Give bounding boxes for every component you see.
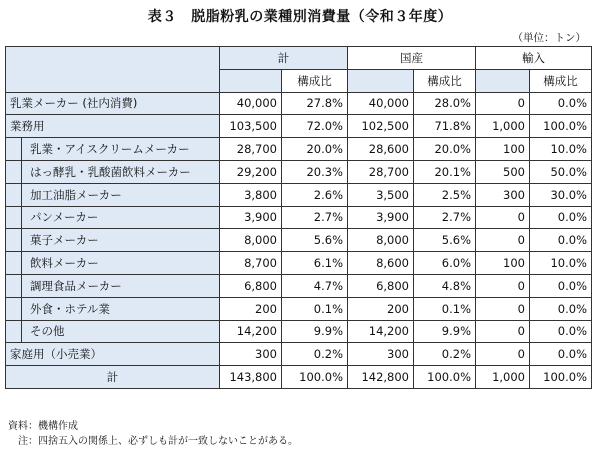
cell-total: 14,200 (220, 320, 282, 343)
table-row (6, 160, 592, 183)
footnote: 注：四捨五入の関係上、必ずしも計が一致しないことがある。 (8, 435, 298, 447)
cell-imported: 0 (476, 274, 530, 297)
row-label: 加工油脂メーカー (22, 183, 220, 206)
indent-cell (6, 183, 22, 206)
cell-total-ratio: 2.7% (282, 206, 348, 229)
cell-imported-ratio: 10.0% (530, 252, 592, 275)
cell-total-ratio: 27.8% (282, 92, 348, 115)
table-row (6, 206, 592, 229)
header-imported-blank (476, 69, 530, 92)
cell-domestic: 6,800 (348, 274, 414, 297)
header-row-1 (6, 47, 592, 70)
cell-imported: 0 (476, 297, 530, 320)
cell-domestic-ratio: 0.1% (414, 297, 476, 320)
cell-domestic: 28,600 (348, 138, 414, 161)
cell-total: 8,700 (220, 252, 282, 275)
cell-total: 28,700 (220, 138, 282, 161)
header-total-blank (220, 69, 282, 92)
cell-domestic: 40,000 (348, 92, 414, 115)
indent-cell (6, 160, 22, 183)
row-label: 乳業・アイスクリームメーカー (22, 138, 220, 161)
cell-imported-ratio: 50.0% (530, 160, 592, 183)
header-imported: 輸入 (476, 47, 592, 70)
indent-cell (6, 297, 22, 320)
cell-imported: 0 (476, 92, 530, 115)
row-label: 家庭用（小売業） (6, 343, 220, 366)
cell-imported-ratio: 100.0% (530, 366, 592, 389)
cell-domestic-ratio: 6.0% (414, 252, 476, 275)
cell-total-ratio: 20.3% (282, 160, 348, 183)
row-label: その他 (22, 320, 220, 343)
table-row (6, 274, 592, 297)
cell-imported: 500 (476, 160, 530, 183)
cell-domestic-ratio: 2.7% (414, 206, 476, 229)
cell-total-ratio: 20.0% (282, 138, 348, 161)
cell-total: 103,500 (220, 115, 282, 138)
row-label: 調理食品メーカー (22, 274, 220, 297)
cell-total-ratio: 5.6% (282, 229, 348, 252)
unit-label: （単位：トン） (512, 32, 586, 44)
row-label: 計 (6, 366, 220, 389)
cell-imported: 0 (476, 343, 530, 366)
table-row (6, 229, 592, 252)
cell-domestic-ratio: 71.8% (414, 115, 476, 138)
cell-total-ratio: 2.6% (282, 183, 348, 206)
cell-domestic: 200 (348, 297, 414, 320)
row-label: 菓子メーカー (22, 229, 220, 252)
source-note: 資料：機構作成 (8, 421, 78, 432)
cell-domestic: 28,700 (348, 160, 414, 183)
cell-domestic-ratio: 28.0% (414, 92, 476, 115)
cell-domestic-ratio: 4.8% (414, 274, 476, 297)
cell-domestic-ratio: 20.1% (414, 160, 476, 183)
cell-total: 40,000 (220, 92, 282, 115)
indent-cell (6, 206, 22, 229)
cell-imported-ratio: 100.0% (530, 115, 592, 138)
cell-total-ratio: 6.1% (282, 252, 348, 275)
table-row (6, 297, 592, 320)
cell-total: 6,800 (220, 274, 282, 297)
cell-imported: 1,000 (476, 366, 530, 389)
cell-domestic-ratio: 9.9% (414, 320, 476, 343)
cell-imported-ratio: 0.0% (530, 343, 592, 366)
cell-domestic: 3,500 (348, 183, 414, 206)
cell-imported-ratio: 0.0% (530, 206, 592, 229)
table-row (6, 183, 592, 206)
cell-total-ratio: 100.0% (282, 366, 348, 389)
indent-cell (6, 229, 22, 252)
cell-imported: 1,000 (476, 115, 530, 138)
cell-total-ratio: 0.2% (282, 343, 348, 366)
cell-domestic-ratio: 20.0% (414, 138, 476, 161)
indent-cell (6, 252, 22, 275)
cell-domestic: 102,500 (348, 115, 414, 138)
cell-imported-ratio: 0.0% (530, 229, 592, 252)
header-domestic: 国産 (348, 47, 476, 70)
cell-domestic-ratio: 0.2% (414, 343, 476, 366)
cell-total-ratio: 72.0% (282, 115, 348, 138)
header-corner (6, 47, 220, 93)
cell-total-ratio: 9.9% (282, 320, 348, 343)
table-title: 表３ 脱脂粉乳の業種別消費量（令和３年度） (147, 9, 453, 25)
row-label: 乳業メーカー (社内消費) (6, 92, 220, 115)
header-domestic-blank (348, 69, 414, 92)
cell-total: 3,900 (220, 206, 282, 229)
cell-total: 8,000 (220, 229, 282, 252)
cell-domestic-ratio: 5.6% (414, 229, 476, 252)
cell-imported-ratio: 10.0% (530, 138, 592, 161)
table-row (6, 138, 592, 161)
table-row (6, 92, 592, 115)
cell-imported-ratio: 0.0% (530, 92, 592, 115)
cell-imported: 100 (476, 138, 530, 161)
cell-domestic-ratio: 100.0% (414, 366, 476, 389)
header-total-ratio: 構成比 (282, 69, 348, 92)
cell-imported: 300 (476, 183, 530, 206)
consumption-table (5, 46, 592, 389)
table-row (6, 252, 592, 275)
cell-imported-ratio: 0.0% (530, 297, 592, 320)
cell-domestic: 142,800 (348, 366, 414, 389)
cell-imported: 100 (476, 252, 530, 275)
row-label: はっ酵乳・乳酸菌飲料メーカー (22, 160, 220, 183)
header-total: 計 (220, 47, 348, 70)
table-row (6, 320, 592, 343)
indent-cell (6, 138, 22, 161)
indent-cell (6, 274, 22, 297)
cell-total: 300 (220, 343, 282, 366)
cell-total: 29,200 (220, 160, 282, 183)
cell-imported: 0 (476, 229, 530, 252)
cell-domestic: 8,000 (348, 229, 414, 252)
cell-imported-ratio: 30.0% (530, 183, 592, 206)
row-label: 業務用 (6, 115, 220, 138)
cell-domestic-ratio: 2.5% (414, 183, 476, 206)
cell-imported: 0 (476, 206, 530, 229)
row-label: 飲料メーカー (22, 252, 220, 275)
cell-imported-ratio: 0.0% (530, 320, 592, 343)
cell-total-ratio: 4.7% (282, 274, 348, 297)
cell-total-ratio: 0.1% (282, 297, 348, 320)
row-label: パンメーカー (22, 206, 220, 229)
table-row-total (6, 366, 592, 389)
cell-imported: 0 (476, 320, 530, 343)
table-notes (8, 420, 298, 449)
table-row (6, 343, 592, 366)
header-imported-ratio: 構成比 (530, 69, 592, 92)
cell-domestic: 8,600 (348, 252, 414, 275)
table-row (6, 115, 592, 138)
cell-domestic: 300 (348, 343, 414, 366)
header-domestic-ratio: 構成比 (414, 69, 476, 92)
indent-cell (6, 320, 22, 343)
cell-imported-ratio: 0.0% (530, 274, 592, 297)
cell-total: 143,800 (220, 366, 282, 389)
row-label: 外食・ホテル業 (22, 297, 220, 320)
cell-domestic: 3,900 (348, 206, 414, 229)
cell-domestic: 14,200 (348, 320, 414, 343)
cell-total: 3,800 (220, 183, 282, 206)
cell-total: 200 (220, 297, 282, 320)
